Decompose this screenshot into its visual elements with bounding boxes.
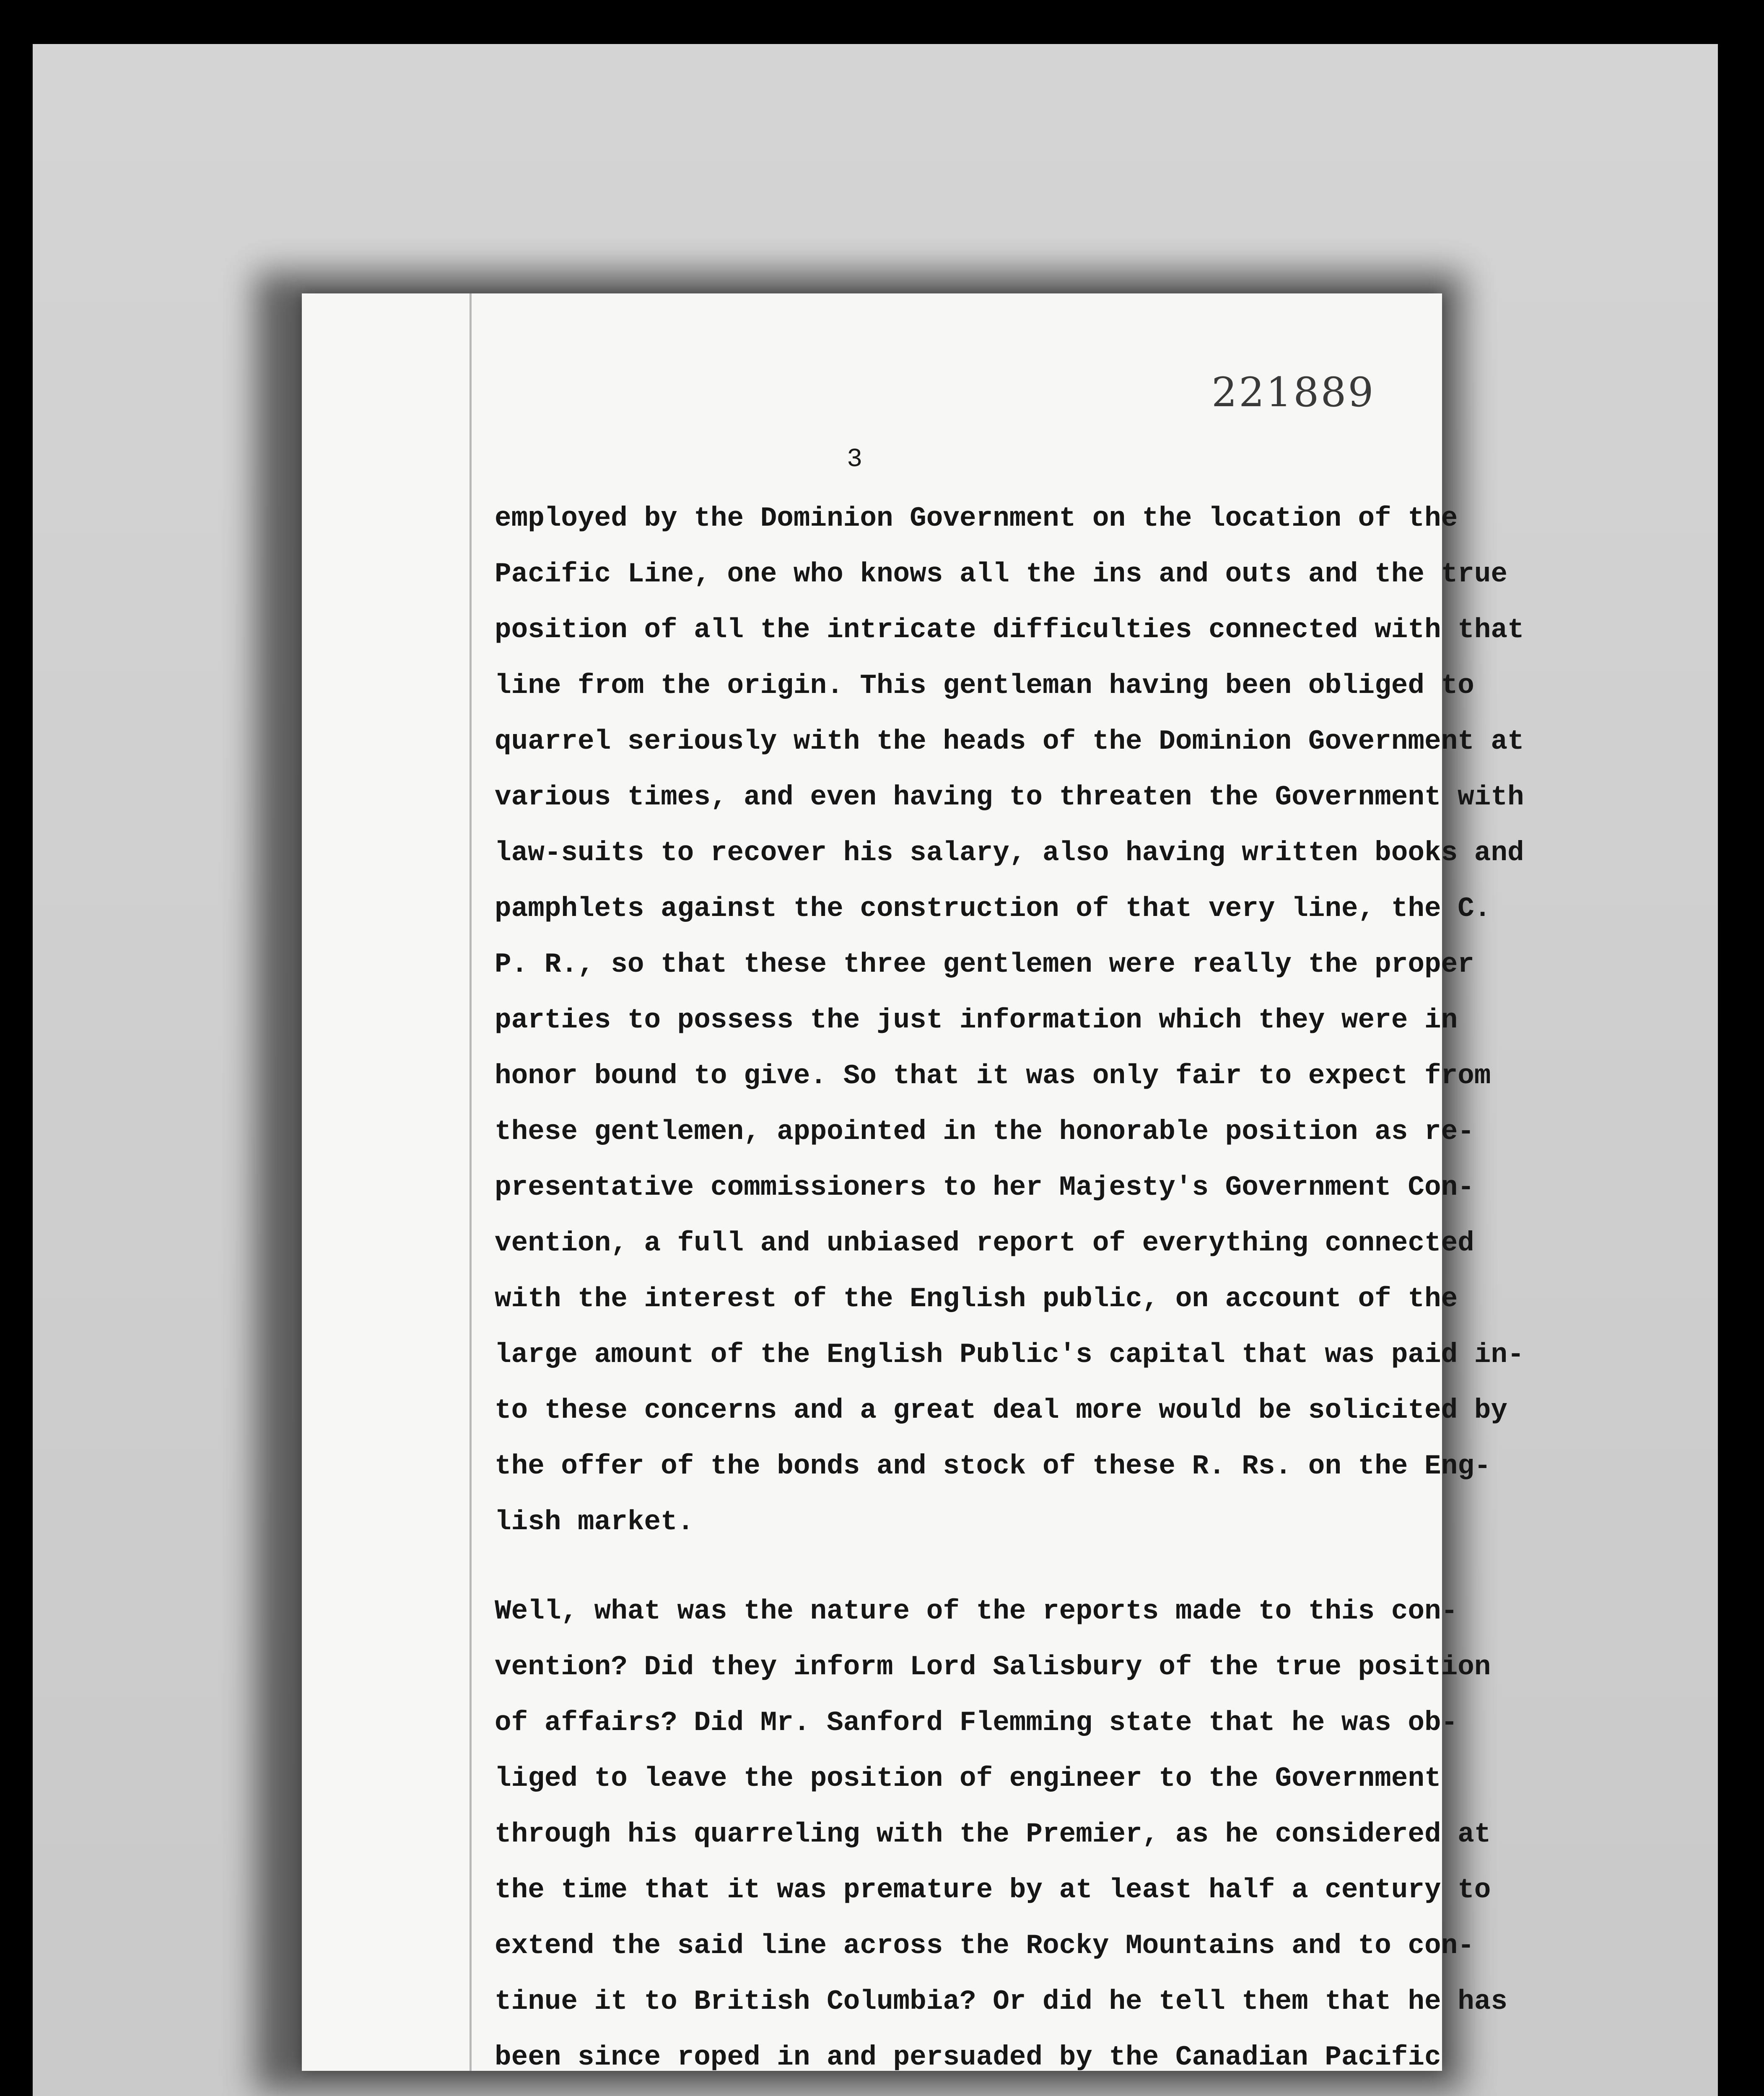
text-line: quarrel seriously with the heads of the Dominion Government at	[495, 726, 1524, 757]
text-line: extend the said line across the Rocky Mountains and to con-	[495, 1930, 1474, 1961]
text-line: tinue it to British Columbia? Or did he tell them that he has	[495, 1986, 1507, 2017]
text-line: the time that it was premature by at least half a century to	[495, 1874, 1491, 1906]
text-line: these gentlemen, appointed in the honorable position as re-	[495, 1116, 1474, 1147]
paragraph-gap	[495, 1550, 1388, 1583]
text-line: line from the origin. This gentleman having been obliged to	[495, 670, 1474, 701]
text-line: honor bound to give. So that it was only fair to expect from	[495, 1060, 1491, 1092]
text-line: position of all the intricate difficulties connected with that	[495, 614, 1524, 646]
text-line: Well, what was the nature of the reports made to this con-	[495, 1595, 1458, 1627]
text-line: to these concerns and a great deal more would be solicited by	[495, 1395, 1507, 1426]
body-text	[495, 490, 1524, 2085]
typed-page	[302, 293, 1524, 2073]
text-line: Pacific Line, one who knows all the ins and outs and the true	[495, 558, 1507, 590]
text-line: with the interest of the English public, on account of the	[495, 1283, 1458, 1315]
text-line: pamphlets against the construction of that very line, the C.	[495, 893, 1491, 924]
text-line: P. R., so that these three gentlemen were really the proper	[495, 949, 1474, 980]
text-line: the offer of the bonds and stock of these R. Rs. on the Eng-	[495, 1450, 1491, 1482]
text-line: presentative commissioners to her Majesty's Government Con-	[495, 1172, 1474, 1203]
text-line: through his quarreling with the Premier, as he considered at	[495, 1818, 1491, 1850]
page-number: 3	[847, 444, 863, 474]
text-line: parties to possess the just information which they were in	[495, 1004, 1458, 1036]
document-number: 221889	[1211, 369, 1375, 416]
text-line: employed by the Dominion Government on the location of the	[495, 503, 1458, 534]
text-line: of affairs? Did Mr. Sanford Flemming state that he was ob-	[495, 1707, 1458, 1738]
text-line: law-suits to recover his salary, also having written books and	[495, 837, 1524, 869]
text-line: liged to leave the position of engineer to the Government	[495, 1763, 1441, 1794]
margin-rule	[470, 293, 472, 2071]
text-line: been since roped in and persuaded by the Canadian Pacific	[495, 2042, 1441, 2073]
text-line: various times, and even having to threaten the Government with	[495, 781, 1524, 813]
text-line: large amount of the English Public's capital that was paid in-	[495, 1339, 1524, 1370]
text-line: vention, a full and unbiased report of everything connected	[495, 1227, 1474, 1259]
text-line: lish market.	[495, 1506, 694, 1538]
text-line: vention? Did they inform Lord Salisbury of the true position	[495, 1651, 1491, 1683]
